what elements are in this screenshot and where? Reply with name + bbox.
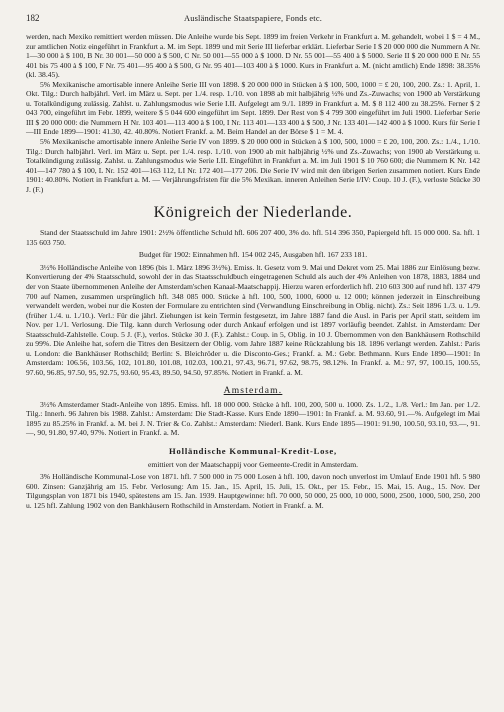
netherlands-budget-line: Budget für 1902: Einnahmen hfl. 154 002 245, Ausgaben hfl. 167 233 181. <box>138 250 368 260</box>
netherlands-debt-paragraph: Stand der Staatsschuld im Jahre 1901: 2½% öffentliche Schuld hfl. 606 207 400, 3% do. hfl. 514 396 350, Papiergeld hfl. 15 000 000. Sa. hfl. 1 135 603 750. <box>26 228 480 247</box>
section-title-amsterdam: Amsterdam. <box>223 385 283 396</box>
mexico-intro-paragraph: werden, nach Mexiko remittiert werden müssen. Die Anleihe wurde bis Sept. 1899 im freien Verkehr in Frankfurt a. M. gehandelt, wobei 1 $ = 4 M., zur amtlichen Notiz eingeführt in Frankfurt a. M. im Sept. 1899 und mit Serie III lieferbar erklärt. Lieferbar Serie I $ 20 000 000 die Nummern A Nr. 1—30 000 à $ 100, B Nr. 30 001—50 000 à $ 500, C Nr. 50 001—55 000 à $ 1000. D Nr. 55 001—55 400 à $ 5000. Serie II $ 20 000 000 E Nr. 55 401 bis 75 400 à $ 100, F Nr. 75 401—95 400 à $ 500, G Nr. 95 401—103 400 à $ 1000. Kurs in Frankfurt a. M. (nicht amtlich) Ende 1898: 38.35% (kl. 38.45). <box>26 32 480 80</box>
mexico-1898-paragraph: 5% Mexikanische amortisable innere Anleihe Serie III von 1898. $ 20 000 000 in Stücken à $ 100, 500, 1000 = £ 20, 100, 200. Zs.: 1. April, 1. Okt. Tilg.: Durch halbjährl. Verl. im März u. Sept. per 1./4. resp. 1./10. von 1898 ab mit halbjährig ½% und Zs.-Zuwachs; von 1900 ab Verstärkung u. Totalkündigung zulässig. Zahlst. u. Zahlungsmodus wie Serie I.II. Aufgelegt am 9./1. 1899 in Frankfurt a. M. $ 8 112 400 zu 38.25%. Ferner $ 2 043 700, eingeführt im Febr. 1899, weitere $ 5 044 600 eingeführt im Sept. 1899. Der Rest von $ 4 799 300 eingeführt im Juli 1900. Lieferbar Serie III $ 20 000 000: die Nummern H Nr. 103 401—113 400 à $ 100, I Nr. 113 401—133 400 à $ 500, J Nr. 133 401—142 400 à $ 1000. Kurs für Serie I—III Ende 1899—1901: 41.30, 42. 40.80%. Notiert Frankf. a. M. Beim Handel an der Börse $ 1 = M. 4. <box>26 79 480 137</box>
page-header <box>26 14 480 28</box>
amsterdam-loan-paragraph: 3½% Amsterdamer Stadt-Anleihe von 1895. Emiss. hfl. 18 000 000. Stücke à hfl. 100, 200, 500 u. 1000. Zs. 1./2., 1./8. Verl.: Im Jan. per 1./2. Tilg.: Innerh. 96 Jahren bis 1988. Zahlst.: Amsterdam: Die Stadt-Kasse. Kurs Ende 1890—1901: In Frankf. a. M. 93.60, 91.—%. Aufgelegt im Mai 1895 zu 85.25% in Frankf. a. M. bei J. N. Trier & Co. Zahlst.: Amsterdam: Niederl. Bank. Kurs Ende 1895—1901: 91.90, 100.50, 93.10, 93.—, 91.—, 90, 91.80, 97.40, 97%. Notiert in Frankf. a. M. <box>26 399 480 438</box>
netherlands-loan-1896-paragraph: 3½% Holländische Anleihe von 1896 (bis 1. März 1896 3½%). Emiss. lt. Gesetz vom 9. Mai und Dekret vom 25. Mai 1886 zur Einlösung bezw. Konvertierung der 4% Staatsschuld, sowohl der in das Staatsschuldbuch eingetragenen Schuld als auch der 4% Anleihen von 1878, 1883, 1884 und der von Staate übernommenen Anleihe der Amsterdam'schen Kanaal-Maatschappij. Hierzu waren erforderlich hfl. 210 603 300 auf rund hfl. 137 479 700 auf Namen, zusammen ursprünglich hfl. 348 085 000. Stücke à hfl. 100, 500, 1000, 6000 u. 12 000; können jederzeit in Einschreibung verwandelt werden, wobei nur die Kosten der Formulare zu entrichten sind (Verwandlung Einschreibung in Oblig. nicht). Zs.: Seit 1896 1./3. u. 1./9. (früher 1./4. u. 1./10.). Verl.: Für die jährl. Ziehungen ist kein Termin festgesetzt, im Jahre 1887 fand die Ausl. in Paris per April statt, seitdem im Nov. per 1./1. Verlosung. Die Tilg. kann durch Verlosung oder durch Ankauf erfolgen und ist 1897 vorläufig beendet. Zahlst. in Amsterdam: Der Staatsschuld-Zahlstelle. Coup. 5 J. (F.), verlos. Stücke 30 J. (F.). Zahlst.: Coup. in 5, Oblig. in 10 J. Übernommen von den Bankhäusern Rothschild zu 99%. Die Anleihe hat, sofern die Titres den Besitzern der Oblig. vom Jahre 1887 keine Rückzahlung bis 18. 1896 verlangt werden. Zahlst.: Paris u. London: die Bankhäuser Rothschild; Berlin: S. Bleichröder u. die Disconto-Ges.; Frankf. a. M.: Gebr. Bethmann. Kurs Ende 1890—1901: In Amsterdam: 106.56, 103.56, 102, 101.80, 101.08, 102.03, 100.21, 97.43, 96.71, 97.62, 98.75, 98.12%. In Frankf. a. M.: 97, 97, 100.15, 100.55, 97.60, 96.85, 97.50, 95, 92.75, 93.60, 95.43, 89.50, 94.50, 97.85%. Notiert in Frankf. a. M. <box>26 262 480 377</box>
kredit-lose-1871-paragraph: 3% Holländische Kommunal-Lose von 1871. hfl. 7 500 000 in 75 000 Losen à hfl. 100, davon noch unverlost im Umlauf Ende 1901 hfl. 5 980 600. Zinsen: Ganzjährig am 15. Febr. Verlosung: Am 15. Jan., 15. April, 15. Juli, 15. Okt., per 15. Febr., 15. Mai, 15. Aug., 15. Nov. Der Tilgungsplan von 1871 bis 1940, spätestens am 15. Jan. 1939. Hauptgewinne: hfl. 70 000, 50 000, 25 000, 10 000, 5000, 2500, 1000, 500, 250, 200 u. 125 hfl. Zahlung 1902 von den Bankhäusern Rothschild in Amsterdam. Notiert in Frankf. a. M. <box>26 472 480 510</box>
page-number: 182 <box>26 13 40 23</box>
kredit-lose-subtitle: emittiert von der Maatschappij voor Gemeente-Credit in Amsterdam. <box>147 459 359 469</box>
section-title-netherlands: Königreich der Niederlande. <box>153 204 353 222</box>
mexico-1899-paragraph: 5% Mexikanische amortisable innere Anleihe Serie IV von 1899. $ 20 000 000 in Stücken à $ 100, 500, 1000 = £ 20, 100, 200. Zs.: 1./4., 1./10. Tilg.: Durch halbjährl. Verl. im März u. Sept. per 1./4. resp. 1./10. von 1900 ab mit halbjährig ½% und Zs.-Zuwachs; von 1900 ab Verstärkung u. Totalkündigung zulässig. Zahlst. u. Zahlungsmodus wie Serie I.II. Eingeführt in Frankfurt a. M. im Juli 1901 $ 10 760 600; die Nummern K Nr. 142 401—147 780 à $ 100, L Nr. 152 401—163 112, LI Nr. 172 401—177 206. Die Serie IV wird mit den übrigen Serien zusammen notiert. Kurs Ende 1901: 40.80%. Notiert in Frankfurt a. M. — Verjährungsfristen für die 5% Mexikan. inneren Anleihen Serie I/IV: Coup. 10 J. (F.), verloste Stücke 30 J. (F.) <box>26 137 480 194</box>
running-title: Ausländische Staatspapiere, Fonds etc. <box>183 14 323 23</box>
section-title-kredit-lose: Holländische Kommunal-Kredit-Lose, <box>169 445 337 456</box>
